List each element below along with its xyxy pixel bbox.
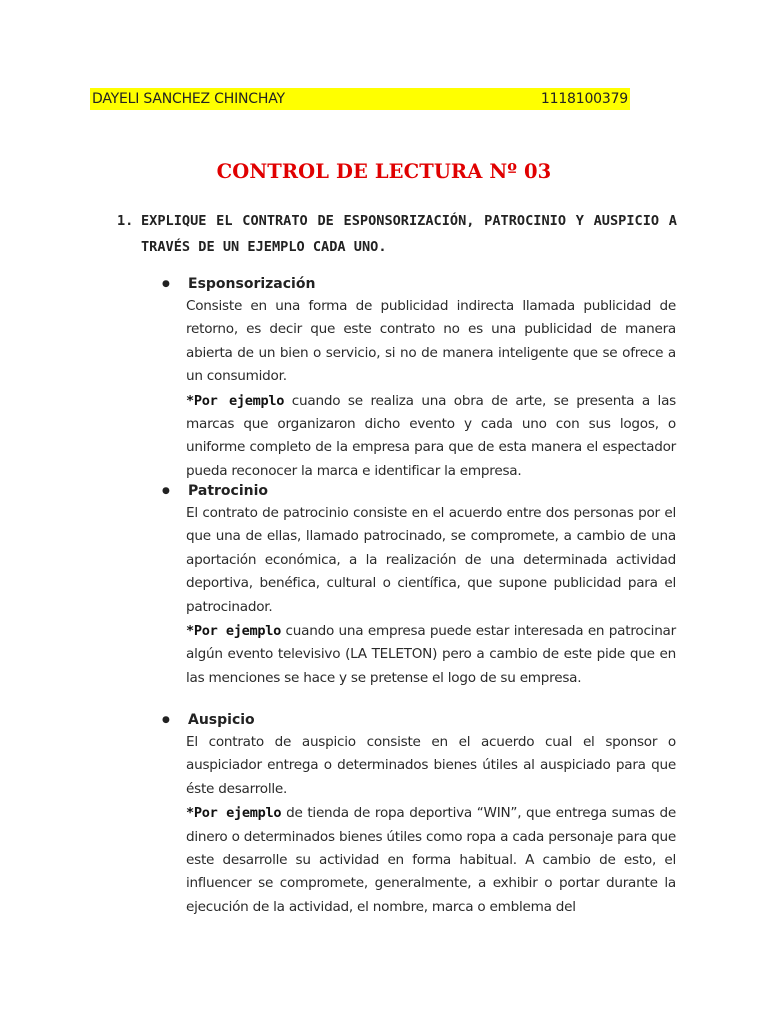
section-definition: Consiste en una forma de publicidad indirecta llamada publicidad de retorno, es decir que este contrato no es una publicidad de manera abierta de un bien o servicio, si no de manera inteligente que se ofrece a un consumidor.	[186, 298, 676, 385]
section-definition: El contrato de auspicio consiste en el acuerdo cual el sponsor o auspiciador entrega o determinados bienes útiles al auspiciado para que éste desarrolle.	[186, 734, 676, 797]
question	[117, 208, 677, 260]
section-heading: Auspicio	[188, 712, 255, 728]
bullet-row	[160, 480, 676, 502]
section-definition: El contrato de patrocinio consiste en el acuerdo entre dos personas por el que una de ellas, llamado patrocinado, se compromete, a cambio de una aportación económica, a la realización de una determinada actividad deportiva, benéfica, cultural o científica, que supone publicidad para el patrocinador.	[186, 505, 676, 615]
example-label: *Por ejemplo	[186, 805, 282, 822]
bullet-icon: ●	[162, 715, 170, 725]
section-example	[186, 802, 676, 919]
student-header	[90, 88, 630, 110]
section-example	[186, 620, 676, 690]
section-patrocinio	[160, 480, 676, 690]
section-heading: Patrocinio	[188, 483, 269, 499]
example-text: cuando una empresa puede estar interesada en patrocinar algún evento televisivo (LA TELETON) pero a cambio de este pide que en las menciones se hace y se pretense el logo de su empresa.	[186, 623, 676, 686]
example-text: de tienda de ropa deportiva “WIN”, que entrega sumas de dinero o determinados bienes útiles como ropa a cada personaje para que este desarrolle su actividad en forma habitual. A cambio de esto, el influencer se compromete, generalmente, a exhibir o portar durante la ejecución de la actividad, el nombre, marca o emblema del	[186, 805, 676, 915]
example-label: *Por ejemplo	[186, 392, 285, 409]
document-title: CONTROL DE LECTURA Nº 03	[216, 160, 552, 183]
bullet-icon: ●	[162, 486, 170, 496]
question-text: EXPLIQUE EL CONTRATO DE ESPONSORIZACIÓN, PATROCINIO Y AUSPICIO A TRAVÉS DE UN EJEMPLO CADA UNO.	[141, 213, 677, 255]
bullet-icon: ●	[162, 279, 170, 289]
student-code: 1118100379	[540, 91, 628, 107]
student-name: DAYELI SANCHEZ CHINCHAY	[92, 91, 285, 107]
section-auspicio	[160, 709, 676, 919]
example-label: *Por ejemplo	[186, 623, 282, 640]
question-number: 1.	[117, 213, 134, 229]
section-example	[186, 390, 676, 484]
bullet-row	[160, 273, 676, 295]
bullet-row	[160, 709, 676, 731]
section-heading: Esponsorización	[188, 276, 316, 292]
example-text: cuando se realiza una obra de arte, se presenta a las marcas que organizaron dicho evento y cada uno con sus logos, o uniforme completo de la empresa para que de esta manera el espectador pueda reconocer la marca e identificar la empresa.	[186, 392, 676, 479]
section-esponsorizacion	[160, 273, 676, 483]
